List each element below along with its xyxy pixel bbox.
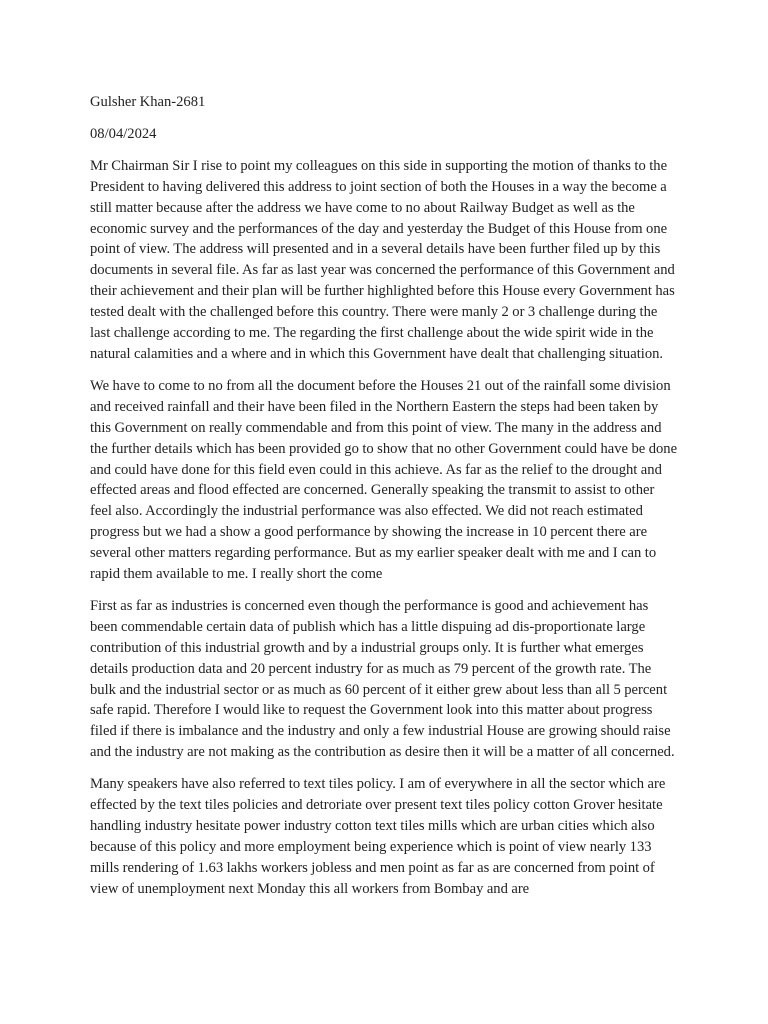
paragraph-3: First as far as industries is concerned even though the performance is good and achievement has been commendable certain data of publish which has a little dispuing ad dis-proportionate large contribution of this industrial growth and by a industrial groups only. It is further what emerges details production data and 20 percent industry for as much as 79 percent of the growth rate. The bulk and the industrial sector or as much as 60 percent of it either grew about less than all 5 percent safe rapid. Therefore I would like to request the Government look into this matter about progress filed if there is imbalance and the industry and only a few industrial House are growing should raise and the industry are not making as the contribution as desire then it will be a matter of all concerned. <box>90 597 675 761</box>
paragraph-4: Many speakers have also referred to text tiles policy. I am of everywhere in all the sector which are effected by the text tiles policies and detroriate over present text tiles policy cotton Grover hesitate handling industry hesitate power industry cotton text tiles mills which are urban cities which also because of this policy and more employment being experience which is point of view nearly 133 mills rendering of 1.63 lakhs workers jobless and men point as far as are concerned from point of view of unemployment next Monday this all workers from Bombay and are <box>90 776 666 897</box>
author-line: Gulsher Khan-2681 <box>90 94 206 110</box>
document-date: 08/04/2024 <box>90 125 157 142</box>
document-page <box>90 92 678 911</box>
paragraph-2: We have to come to no from all the document before the Houses 21 out of the rainfall some division and received rainfall and their have been filed in the Northern Eastern the steps had been taken by this Government on really commendable and from this point of view. The many in the address and the further details which has been provided go to show that no other Government could have be done and could have done for this field even could in this achieve. As far as the relief to the drought and effected areas and flood effected are concerned. Generally speaking the transmit to assist to other feel also. Accordingly the industrial performance was also effected. We did not reach estimated progress but we had a show a good performance by showing the increase in 10 percent there are several other matters regarding performance. But as my earlier speaker dealt with me and I can to rapid them available to me. I really short the come <box>90 377 678 583</box>
paragraph-1: Mr Chairman Sir I rise to point my colleagues on this side in supporting the motion of thanks to the President to having delivered this address to joint section of both the Houses in a way the become a still matter because after the address we have come to no about Railway Budget as well as the economic survey and the performances of the day and yesterday the Budget of this House from one point of view. The address will presented and in a several details have been further filed up by this documents in several file. As far as last year was concerned the performance of this Government and their achievement and their plan will be further highlighted before this House every Government has tested dealt with the challenged before this country. There were manly 2 or 3 challenge during the last challenge according to me. The regarding the first challenge about the wide spirit wide in the natural calamities and a where and in which this Government have dealt that challenging situation. <box>90 157 675 362</box>
